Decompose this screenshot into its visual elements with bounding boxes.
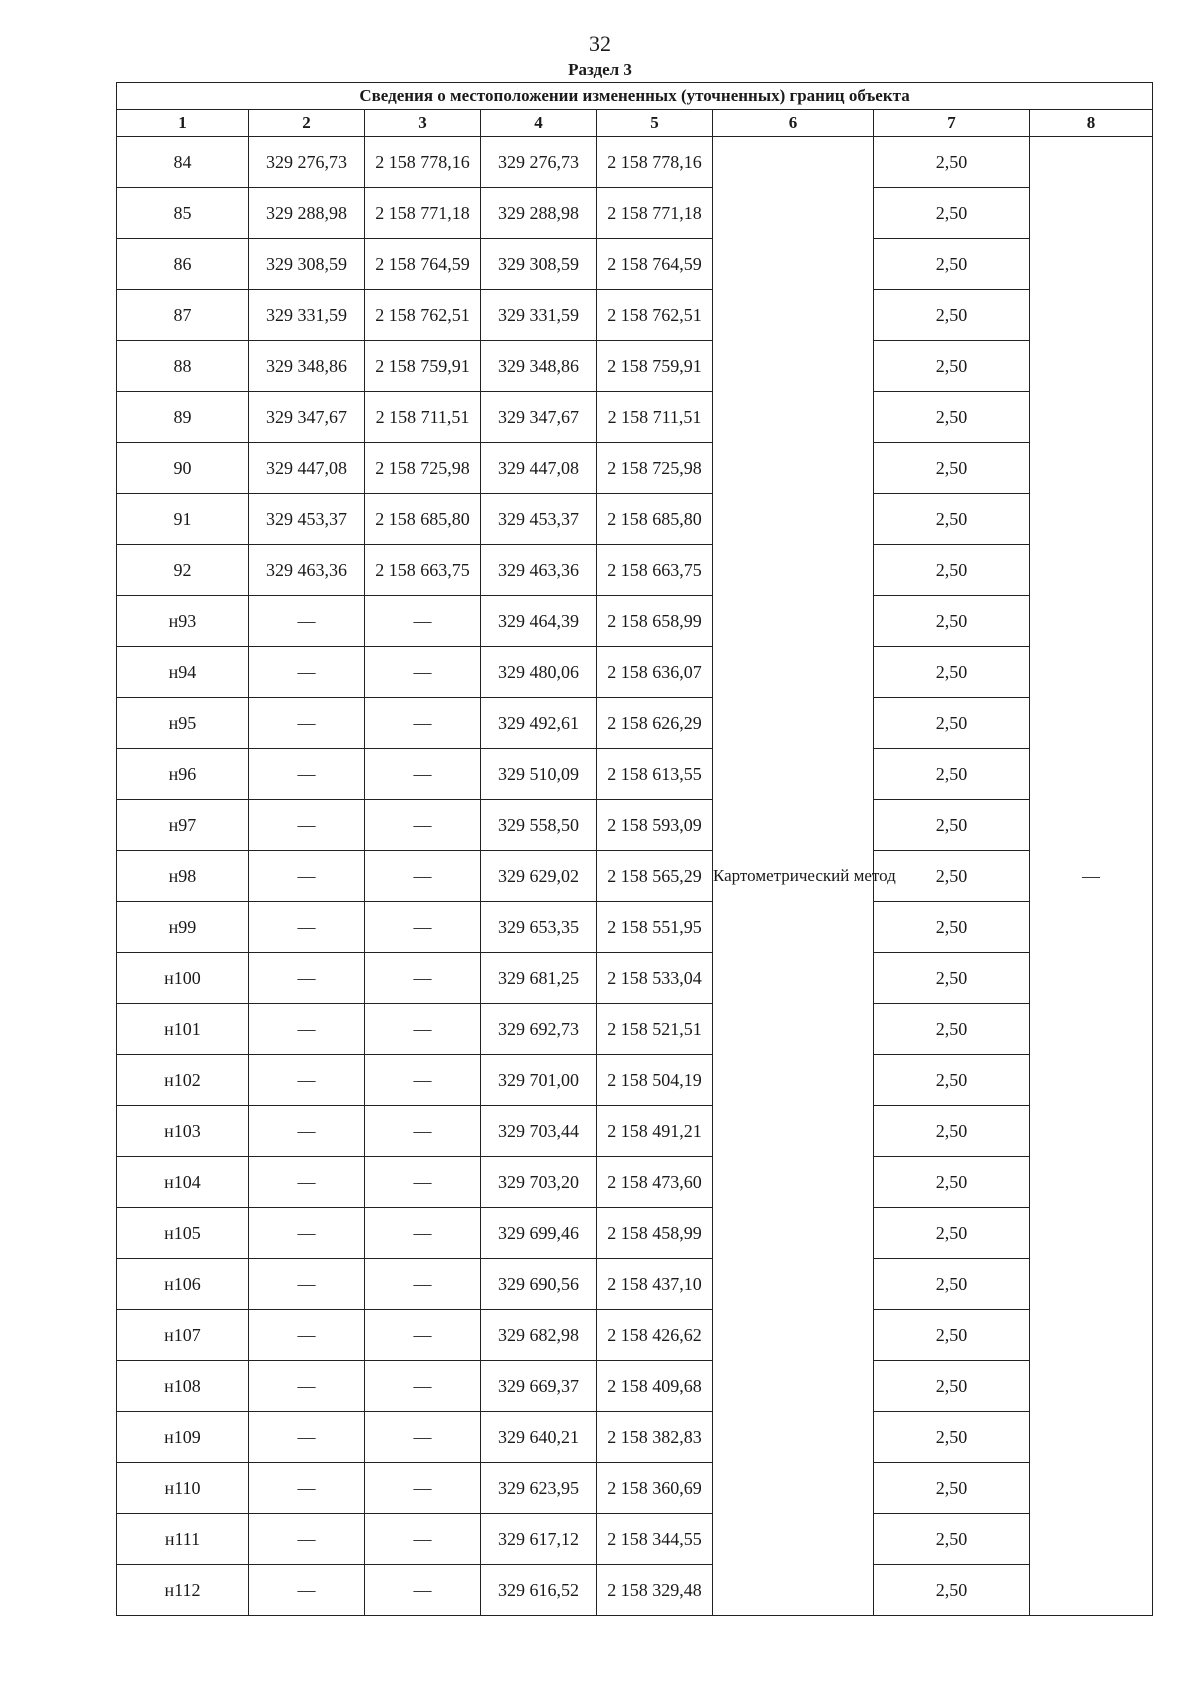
- point-number-cell: н103: [117, 1106, 249, 1157]
- accuracy-cell: 2,50: [874, 902, 1030, 953]
- point-number-cell: 92: [117, 545, 249, 596]
- table-row: [117, 851, 1153, 902]
- old-y-cell: —: [365, 800, 481, 851]
- point-number-cell: н93: [117, 596, 249, 647]
- new-x-cell: 329 629,02: [481, 851, 597, 902]
- accuracy-cell: 2,50: [874, 698, 1030, 749]
- old-y-cell: —: [365, 851, 481, 902]
- accuracy-cell: 2,50: [874, 1361, 1030, 1412]
- old-x-cell: —: [249, 1514, 365, 1565]
- point-number-cell: н99: [117, 902, 249, 953]
- new-y-cell: 2 158 504,19: [597, 1055, 713, 1106]
- old-x-cell: 329 447,08: [249, 443, 365, 494]
- accuracy-cell: 2,50: [874, 290, 1030, 341]
- old-y-cell: —: [365, 647, 481, 698]
- table-row: [117, 1310, 1153, 1361]
- accuracy-cell: 2,50: [874, 1259, 1030, 1310]
- old-y-cell: —: [365, 1463, 481, 1514]
- old-y-cell: —: [365, 1106, 481, 1157]
- accuracy-cell: 2,50: [874, 647, 1030, 698]
- new-x-cell: 329 623,95: [481, 1463, 597, 1514]
- new-x-cell: 329 640,21: [481, 1412, 597, 1463]
- table-row: [117, 443, 1153, 494]
- new-y-cell: 2 158 329,48: [597, 1565, 713, 1616]
- old-y-cell: 2 158 759,91: [365, 341, 481, 392]
- table-row: [117, 239, 1153, 290]
- section-title: Раздел 3: [568, 60, 632, 79]
- new-y-cell: 2 158 382,83: [597, 1412, 713, 1463]
- accuracy-cell: 2,50: [874, 1463, 1030, 1514]
- old-y-cell: 2 158 762,51: [365, 290, 481, 341]
- old-x-cell: —: [249, 1565, 365, 1616]
- old-y-cell: —: [365, 1157, 481, 1208]
- table-row: [117, 1259, 1153, 1310]
- new-y-cell: 2 158 426,62: [597, 1310, 713, 1361]
- old-x-cell: —: [249, 1004, 365, 1055]
- new-x-cell: 329 617,12: [481, 1514, 597, 1565]
- point-number-cell: н98: [117, 851, 249, 902]
- new-x-cell: 329 447,08: [481, 443, 597, 494]
- new-x-cell: 329 703,44: [481, 1106, 597, 1157]
- old-y-cell: —: [365, 1361, 481, 1412]
- table-row: [117, 800, 1153, 851]
- new-y-cell: 2 158 626,29: [597, 698, 713, 749]
- table-row: [117, 1565, 1153, 1616]
- table-row: [117, 290, 1153, 341]
- column-number: 6: [713, 110, 874, 137]
- new-y-cell: 2 158 533,04: [597, 953, 713, 1004]
- table-row: [117, 647, 1153, 698]
- old-x-cell: —: [249, 1259, 365, 1310]
- table-row: [117, 545, 1153, 596]
- accuracy-cell: 2,50: [874, 1412, 1030, 1463]
- old-x-cell: —: [249, 1361, 365, 1412]
- column8-cell: —: [1030, 137, 1153, 1616]
- accuracy-cell: 2,50: [874, 188, 1030, 239]
- new-y-cell: 2 158 613,55: [597, 749, 713, 800]
- new-x-cell: 329 692,73: [481, 1004, 597, 1055]
- point-number-cell: 91: [117, 494, 249, 545]
- old-y-cell: —: [365, 596, 481, 647]
- new-y-cell: 2 158 437,10: [597, 1259, 713, 1310]
- table-row: [117, 1412, 1153, 1463]
- point-number-cell: н106: [117, 1259, 249, 1310]
- accuracy-cell: 2,50: [874, 1565, 1030, 1616]
- new-x-cell: 329 331,59: [481, 290, 597, 341]
- new-y-cell: 2 158 593,09: [597, 800, 713, 851]
- accuracy-cell: 2,50: [874, 137, 1030, 188]
- old-x-cell: 329 276,73: [249, 137, 365, 188]
- old-y-cell: —: [365, 1514, 481, 1565]
- new-y-cell: 2 158 551,95: [597, 902, 713, 953]
- old-x-cell: 329 453,37: [249, 494, 365, 545]
- method-cell: Картометрический метод: [713, 137, 874, 1616]
- old-y-cell: —: [365, 1565, 481, 1616]
- table-row: [117, 137, 1153, 188]
- accuracy-cell: 2,50: [874, 1208, 1030, 1259]
- point-number-cell: н101: [117, 1004, 249, 1055]
- old-y-cell: 2 158 711,51: [365, 392, 481, 443]
- accuracy-cell: 2,50: [874, 392, 1030, 443]
- new-y-cell: 2 158 778,16: [597, 137, 713, 188]
- old-x-cell: —: [249, 749, 365, 800]
- old-y-cell: —: [365, 902, 481, 953]
- new-y-cell: 2 158 771,18: [597, 188, 713, 239]
- old-y-cell: —: [365, 953, 481, 1004]
- old-y-cell: —: [365, 749, 481, 800]
- column-number: 1: [117, 110, 249, 137]
- table-row: [117, 341, 1153, 392]
- old-y-cell: —: [365, 1208, 481, 1259]
- new-x-cell: 329 682,98: [481, 1310, 597, 1361]
- old-y-cell: 2 158 725,98: [365, 443, 481, 494]
- old-y-cell: 2 158 685,80: [365, 494, 481, 545]
- old-x-cell: —: [249, 1106, 365, 1157]
- old-x-cell: —: [249, 647, 365, 698]
- new-y-cell: 2 158 409,68: [597, 1361, 713, 1412]
- accuracy-cell: 2,50: [874, 800, 1030, 851]
- table-row: [117, 1514, 1153, 1565]
- old-x-cell: —: [249, 698, 365, 749]
- new-y-cell: 2 158 473,60: [597, 1157, 713, 1208]
- table-row: [117, 749, 1153, 800]
- new-x-cell: 329 703,20: [481, 1157, 597, 1208]
- old-x-cell: —: [249, 902, 365, 953]
- old-y-cell: —: [365, 1004, 481, 1055]
- new-x-cell: 329 701,00: [481, 1055, 597, 1106]
- point-number-cell: н110: [117, 1463, 249, 1514]
- coordinates-table: [116, 82, 1153, 1616]
- table-row: [117, 1361, 1153, 1412]
- point-number-cell: н102: [117, 1055, 249, 1106]
- point-number-cell: н107: [117, 1310, 249, 1361]
- new-y-cell: 2 158 764,59: [597, 239, 713, 290]
- table-row: [117, 902, 1153, 953]
- point-number-cell: н109: [117, 1412, 249, 1463]
- accuracy-cell: 2,50: [874, 1157, 1030, 1208]
- table-row: [117, 1157, 1153, 1208]
- point-number-cell: н104: [117, 1157, 249, 1208]
- point-number-cell: н95: [117, 698, 249, 749]
- new-y-cell: 2 158 491,21: [597, 1106, 713, 1157]
- column-number: 4: [481, 110, 597, 137]
- new-x-cell: 329 510,09: [481, 749, 597, 800]
- table-row: [117, 1463, 1153, 1514]
- table-row: [117, 953, 1153, 1004]
- old-y-cell: 2 158 778,16: [365, 137, 481, 188]
- old-y-cell: —: [365, 698, 481, 749]
- point-number-cell: н94: [117, 647, 249, 698]
- new-y-cell: 2 158 636,07: [597, 647, 713, 698]
- old-x-cell: —: [249, 800, 365, 851]
- accuracy-cell: 2,50: [874, 953, 1030, 1004]
- point-number-cell: 89: [117, 392, 249, 443]
- new-x-cell: 329 681,25: [481, 953, 597, 1004]
- new-x-cell: 329 453,37: [481, 494, 597, 545]
- old-x-cell: —: [249, 1412, 365, 1463]
- new-y-cell: 2 158 360,69: [597, 1463, 713, 1514]
- column-number: 8: [1030, 110, 1153, 137]
- point-number-cell: н100: [117, 953, 249, 1004]
- table-row: [117, 1004, 1153, 1055]
- new-x-cell: 329 347,67: [481, 392, 597, 443]
- new-x-cell: 329 288,98: [481, 188, 597, 239]
- point-number-cell: 90: [117, 443, 249, 494]
- point-number-cell: 86: [117, 239, 249, 290]
- new-x-cell: 329 463,36: [481, 545, 597, 596]
- new-y-cell: 2 158 458,99: [597, 1208, 713, 1259]
- old-x-cell: —: [249, 851, 365, 902]
- old-x-cell: 329 348,86: [249, 341, 365, 392]
- old-x-cell: —: [249, 1055, 365, 1106]
- column-number: 7: [874, 110, 1030, 137]
- old-y-cell: 2 158 771,18: [365, 188, 481, 239]
- table-row: [117, 188, 1153, 239]
- accuracy-cell: 2,50: [874, 545, 1030, 596]
- new-x-cell: 329 480,06: [481, 647, 597, 698]
- new-x-cell: 329 464,39: [481, 596, 597, 647]
- accuracy-cell: 2,50: [874, 1310, 1030, 1361]
- old-y-cell: 2 158 663,75: [365, 545, 481, 596]
- point-number-cell: 88: [117, 341, 249, 392]
- point-number-cell: н105: [117, 1208, 249, 1259]
- accuracy-cell: 2,50: [874, 1055, 1030, 1106]
- old-x-cell: —: [249, 596, 365, 647]
- new-x-cell: 329 669,37: [481, 1361, 597, 1412]
- new-x-cell: 329 276,73: [481, 137, 597, 188]
- accuracy-cell: 2,50: [874, 341, 1030, 392]
- accuracy-cell: 2,50: [874, 596, 1030, 647]
- accuracy-cell: 2,50: [874, 1514, 1030, 1565]
- column-number: 5: [597, 110, 713, 137]
- accuracy-cell: 2,50: [874, 851, 1030, 902]
- old-x-cell: —: [249, 1463, 365, 1514]
- new-y-cell: 2 158 565,29: [597, 851, 713, 902]
- table-row: [117, 392, 1153, 443]
- point-number-cell: н96: [117, 749, 249, 800]
- new-x-cell: 329 653,35: [481, 902, 597, 953]
- new-y-cell: 2 158 344,55: [597, 1514, 713, 1565]
- new-y-cell: 2 158 759,91: [597, 341, 713, 392]
- accuracy-cell: 2,50: [874, 1004, 1030, 1055]
- new-y-cell: 2 158 658,99: [597, 596, 713, 647]
- table-row: [117, 1208, 1153, 1259]
- table-row: [117, 596, 1153, 647]
- new-x-cell: 329 616,52: [481, 1565, 597, 1616]
- old-x-cell: 329 347,67: [249, 392, 365, 443]
- point-number-cell: н112: [117, 1565, 249, 1616]
- old-y-cell: —: [365, 1259, 481, 1310]
- new-x-cell: 329 492,61: [481, 698, 597, 749]
- table-row: [117, 698, 1153, 749]
- old-y-cell: 2 158 764,59: [365, 239, 481, 290]
- old-x-cell: —: [249, 953, 365, 1004]
- accuracy-cell: 2,50: [874, 239, 1030, 290]
- point-number-cell: 87: [117, 290, 249, 341]
- new-y-cell: 2 158 521,51: [597, 1004, 713, 1055]
- column-number: 2: [249, 110, 365, 137]
- point-number-cell: н97: [117, 800, 249, 851]
- new-x-cell: 329 348,86: [481, 341, 597, 392]
- point-number-cell: 85: [117, 188, 249, 239]
- new-y-cell: 2 158 711,51: [597, 392, 713, 443]
- new-y-cell: 2 158 725,98: [597, 443, 713, 494]
- old-x-cell: —: [249, 1310, 365, 1361]
- old-x-cell: —: [249, 1157, 365, 1208]
- old-y-cell: —: [365, 1310, 481, 1361]
- accuracy-cell: 2,50: [874, 494, 1030, 545]
- point-number-cell: н111: [117, 1514, 249, 1565]
- old-x-cell: 329 308,59: [249, 239, 365, 290]
- table-row: [117, 1106, 1153, 1157]
- new-y-cell: 2 158 762,51: [597, 290, 713, 341]
- old-x-cell: 329 331,59: [249, 290, 365, 341]
- old-y-cell: —: [365, 1055, 481, 1106]
- point-number-cell: 84: [117, 137, 249, 188]
- table-body: [117, 137, 1153, 1616]
- table-row: [117, 1055, 1153, 1106]
- old-x-cell: 329 463,36: [249, 545, 365, 596]
- accuracy-cell: 2,50: [874, 443, 1030, 494]
- table-row: [117, 494, 1153, 545]
- new-x-cell: 329 699,46: [481, 1208, 597, 1259]
- old-y-cell: —: [365, 1412, 481, 1463]
- new-x-cell: 329 690,56: [481, 1259, 597, 1310]
- new-x-cell: 329 308,59: [481, 239, 597, 290]
- old-x-cell: —: [249, 1208, 365, 1259]
- accuracy-cell: 2,50: [874, 1106, 1030, 1157]
- table-caption: Сведения о местоположении измененных (уточненных) границ объекта: [117, 83, 1153, 110]
- new-x-cell: 329 558,50: [481, 800, 597, 851]
- page-number: 32: [589, 31, 611, 56]
- column-number: 3: [365, 110, 481, 137]
- new-y-cell: 2 158 685,80: [597, 494, 713, 545]
- new-y-cell: 2 158 663,75: [597, 545, 713, 596]
- old-x-cell: 329 288,98: [249, 188, 365, 239]
- point-number-cell: н108: [117, 1361, 249, 1412]
- accuracy-cell: 2,50: [874, 749, 1030, 800]
